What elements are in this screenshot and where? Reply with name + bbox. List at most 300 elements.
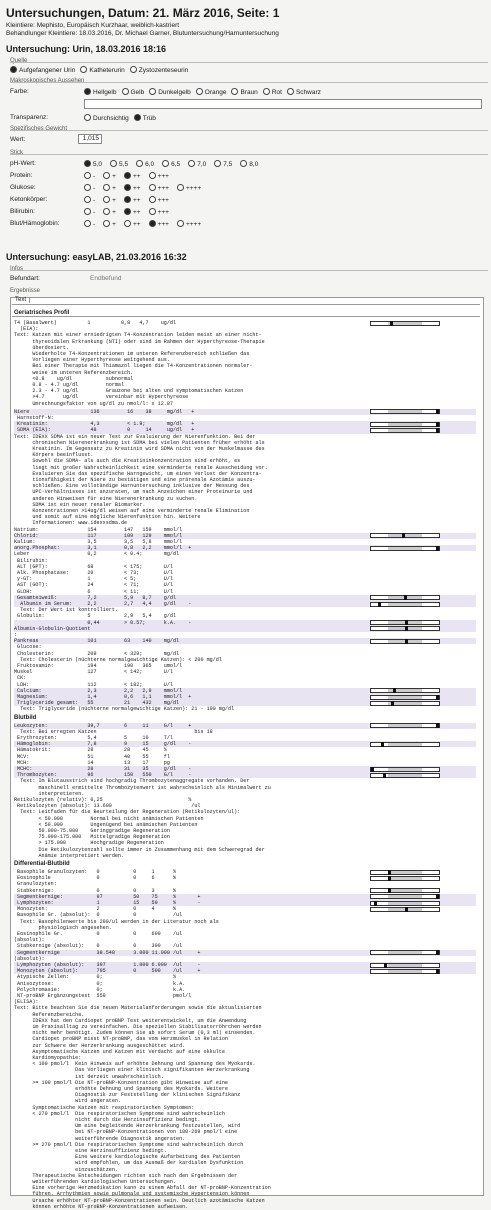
stick-option[interactable]: [149, 184, 169, 192]
radio-button[interactable]: [188, 160, 195, 167]
reference-bar: [370, 767, 440, 772]
stick-option[interactable]: [84, 196, 95, 204]
stick-option[interactable]: [214, 160, 232, 168]
sdma-note: Kreatinin. Im Gegensatz zu Kreatinin wird SDMA nicht von der Muskelmasse des: [14, 446, 265, 452]
chemistry-row: Chlorid: 117 109 129 mmol/l: [14, 533, 476, 539]
stick-row-label: Protein:: [10, 172, 33, 179]
farbe-option[interactable]: [84, 88, 117, 96]
stick-option[interactable]: [149, 208, 169, 216]
quelle-group-title: Quelle: [10, 58, 28, 64]
stick-row-label: Blut/Hämoglobin:: [10, 220, 60, 227]
stick-option[interactable]: [103, 172, 116, 180]
radio-button[interactable]: [103, 196, 110, 203]
divider: [10, 270, 488, 271]
chemistry-row: Cholesterin: 209 < 329; mg/dl: [14, 650, 180, 657]
reference-bar: [370, 969, 440, 974]
quelle-option[interactable]: [130, 66, 189, 74]
divider: [10, 130, 488, 131]
value-marker: [381, 742, 384, 747]
value-marker: [384, 963, 387, 968]
stick-option-label: ++: [132, 221, 141, 228]
diff-row: Stabkernige: 0 0 3 %: [14, 887, 177, 894]
sdma-note: liegt mit großer Wahrscheinlichkeit eine verminderte renale Ausscheidung vor.: [14, 464, 268, 471]
befundart-label: Befundart:: [10, 275, 40, 282]
diff-row: Eosinophile 0 0 6 %: [14, 875, 177, 882]
blutbild-row: Text: Im Blutausstrich sind hochgradig Thrombozytenaggregate vorhanden. Der: [14, 778, 250, 785]
farbe-option-label: Orange: [204, 89, 227, 96]
value-marker: [405, 626, 408, 631]
value-marker: [388, 870, 391, 875]
value-marker: [378, 602, 381, 607]
value-marker: [388, 888, 391, 893]
radio-button[interactable]: [84, 208, 91, 215]
stick-option[interactable]: [84, 184, 95, 192]
radio-button[interactable]: [149, 208, 156, 215]
chemistry-row: GLDH: 6 < 11; U/l: [14, 588, 173, 595]
stick-option[interactable]: [162, 160, 180, 168]
bnp-note: >= 100 pmol/l Die NT-proBNP-Konzentration gibt Hinweise auf eine: [14, 1079, 228, 1086]
farbe-option-label: Hellgelb: [93, 89, 117, 96]
bnp-note: Therapeutische Entscheidungen richten sich nach den Ergebnissen der: [14, 1172, 238, 1179]
bnp-note: einzuschätzen.: [14, 1166, 118, 1173]
stick-option-label: +++: [157, 185, 169, 192]
diff-row: Segmentkernige: 97 50 75 % +: [14, 894, 476, 900]
stick-option-label: ++: [132, 173, 141, 180]
value-marker: [393, 688, 396, 693]
quelle-radio-group: [10, 66, 193, 74]
t4-note: >4.7 ug/dl vereinbar mit Hyperthyreose: [14, 394, 189, 401]
sdma-note: anderen Hinweisen für eine Nierenerkrankung zu suchen.: [14, 495, 198, 502]
radio-button[interactable]: [80, 66, 87, 73]
chemistry-row: y-GT: 1 < 5; U/l: [14, 576, 173, 583]
divider: [12, 304, 480, 305]
diff-row: physiologisch angesehen.: [14, 924, 112, 931]
transparenz-option-label: Durchsichtig: [93, 115, 129, 122]
radio-button[interactable]: [84, 88, 91, 95]
value-marker: [436, 723, 439, 728]
bnp-note: Um eine begleitende Herzerkrankung festzustellen, wird: [14, 1123, 241, 1130]
ergebnisse-group-title: Ergebnisse: [10, 288, 41, 294]
reference-bar: [370, 701, 440, 706]
reference-bar: [370, 876, 440, 881]
reference-range: [388, 724, 422, 727]
stick-row-label: Ketonkörper:: [10, 196, 48, 203]
chemistry-row: CK:: [14, 675, 27, 682]
stick-option[interactable]: [84, 208, 95, 216]
chemistry-row: anorg.Phosphat: 3,1 0,8 2,2 mmol/l +: [14, 545, 476, 551]
radio-button[interactable]: [149, 196, 156, 203]
chemistry-row: Magnesium: 1,4 0,6 1,1 mmol/l +: [14, 694, 476, 700]
stick-option[interactable]: [84, 220, 95, 228]
reference-range: [388, 902, 422, 905]
stick-option-label: +++: [157, 221, 169, 228]
radio-button[interactable]: [149, 220, 156, 227]
gewicht-value-field[interactable]: 1,015: [78, 134, 102, 144]
urine-heading: Untersuchung: Urin, 18.03.2016 18:16: [6, 44, 167, 54]
chemistry-row: Natrium: 154 147 159 mmol/l: [14, 526, 183, 533]
reference-range: [388, 423, 422, 426]
radio-button[interactable]: [136, 160, 143, 167]
transparenz-option[interactable]: [134, 114, 156, 122]
stick-option-label: +: [112, 173, 116, 180]
report-line: (EIA):: [14, 326, 39, 333]
diff-row: Basophile Gr. (absolut): 0 0 /ul: [14, 912, 183, 919]
infos-group-title: Infos: [10, 266, 24, 272]
radio-button[interactable]: [84, 220, 91, 227]
stick-option[interactable]: [84, 172, 95, 180]
reference-bar: [370, 688, 440, 693]
vets-line: Behandlunger Kleintiere: 18.03.2016, Dr. Michael Garner, Blutuntersuchung/Harnuntersuchung: [6, 30, 279, 37]
stick-option[interactable]: [124, 184, 141, 192]
bnp-note: wird angeraten.: [14, 1098, 121, 1105]
farbe-option[interactable]: [122, 88, 145, 96]
reference-range: [388, 410, 422, 413]
value-marker: [374, 901, 377, 906]
reference-range: [388, 768, 422, 771]
stick-option-label: -: [93, 185, 96, 192]
stick-option-label: +: [112, 221, 116, 228]
stick-option-label: 6,5: [171, 161, 181, 168]
reference-range: [388, 743, 422, 746]
stick-option[interactable]: [124, 196, 141, 204]
farbe-text-field[interactable]: [84, 99, 482, 109]
reference-range: [388, 534, 422, 537]
stick-option-label: -: [93, 209, 96, 216]
radio-button[interactable]: [110, 160, 117, 167]
radio-button[interactable]: [231, 88, 238, 95]
bnp-note: im Praxisalltag zu vereinfachen. Die speziellen Stabilisatorröhrchen werden: [14, 1024, 262, 1030]
radio-button[interactable]: [84, 160, 91, 167]
stick-option[interactable]: [177, 184, 201, 192]
value-marker: [404, 595, 407, 600]
wert-label: Wert:: [10, 136, 26, 143]
radio-button[interactable]: [177, 220, 184, 227]
stick-option[interactable]: [149, 196, 169, 204]
diff-row: Text: Basophilenwerte bis 200/ul werden in der Literatur noch als: [14, 918, 219, 925]
bnp-note: eine Herzinsuffizienz bedingt.: [14, 1148, 167, 1154]
bnp-note: Eine weitere kardiologische Aufarbeitung des Patienten: [14, 1154, 241, 1161]
blutbild-row: 50.000-75.000 Geringgradige Regeneration: [14, 828, 170, 834]
sdma-note: chronischen Nierenerkrankung ist SDMA bei vielen Patienten früher erhöht als: [14, 439, 265, 446]
radio-button[interactable]: [124, 196, 131, 203]
bnp-note: Eine vorherige Herzmedikation kann zu einem Abfall der NT-proBNP-Konzentration: [14, 1185, 271, 1192]
t4-note: <0.8 ug/dl subnormal: [14, 375, 134, 382]
blutbild-row: < 50.000 Ungenügend bei anämischen Patienten: [14, 821, 198, 828]
bnp-note: >= 270 pmol/l Die respiratorischen Symptome sind wahrscheinlich durch: [14, 1141, 244, 1148]
chemistry-row: Leber 0,2 < 0.4; mg/dl: [14, 551, 180, 558]
radio-button[interactable]: [10, 66, 17, 73]
bnp-note: < 270 pmol/l Die respiratorischen Symptome sind wahrscheinlich: [14, 1110, 225, 1117]
reference-range: [388, 774, 422, 777]
radio-button[interactable]: [84, 172, 91, 179]
stick-option[interactable]: [124, 208, 141, 216]
chemistry-row: Text: Triglyceride (nüchterne normalgewichtige Katzen): 21 - 100 mg/dl: [14, 706, 235, 713]
radio-button[interactable]: [84, 114, 91, 121]
t4-note: thyreoidalen Erkrankung (NTI) oder sind im Rahmen der Hyperthyreose-Therapie: [14, 338, 265, 345]
bnp-note: Asymptomatische Katzen und Katzen mit Verdacht auf eine okkulte: [14, 1048, 225, 1055]
stick-group-title: Stick: [10, 150, 24, 156]
stick-option-label: 8,0: [249, 161, 259, 168]
diff-row: Monozyten: 2 0 4 %: [14, 906, 177, 913]
diff-row: Polychromasie: 0; k.A.: [14, 986, 186, 993]
blutbild-row: MCH: 14 13 17 pg: [14, 759, 170, 766]
reference-bar: [370, 888, 440, 893]
sdma-note: Sowohl die SDMA- als auch die Kreatininkonzentration sind erhöht, es: [14, 458, 241, 465]
reference-range: [388, 696, 422, 699]
sdma-note: tionsfähigkeit der Niere zu bestätigen und eine prärenale Azotämie auszu-: [14, 477, 256, 483]
quelle-option[interactable]: [80, 66, 124, 74]
farbe-option-label: Braun: [240, 89, 258, 96]
reference-bar: [370, 723, 440, 728]
chemistry-row: Glucose:: [14, 644, 42, 651]
radio-button[interactable]: [124, 184, 131, 191]
bnp-note: IDEXX hat den Cardiopet proBNP Test weiterentwickelt, um die Anwendung: [14, 1017, 247, 1024]
sdma-note: Körpers beeinflusst.: [14, 452, 94, 459]
sdma-note: UPC-Verhältnisses ist anzuraten, um nach Anzeichen einer Proteinurie und: [14, 489, 253, 496]
stick-row-options: [84, 220, 209, 228]
radio-button[interactable]: [134, 114, 141, 121]
chemistry-row: LDH: 112 < 182; U/l: [14, 681, 173, 688]
transparenz-option[interactable]: [84, 114, 129, 122]
bnp-note: Text: Bitte beachten Sie die neuen Materialanforderungen sowie die aktualisierten: [14, 1005, 262, 1012]
bnp-note: Ursache erhöhter NT-proBNP-Konzentrationen sein. Deutlich azotämische Katzen: [14, 1197, 265, 1204]
transparenz-label: Transparenz:: [10, 114, 49, 121]
makro-group-title: Makroskopisches Aussehen: [10, 78, 85, 84]
gewicht-group-title: Spezifisches Gewicht: [10, 126, 68, 132]
t4-note: 0.8 - 4.7 ug/dl normal: [14, 382, 125, 388]
reference-range: [388, 547, 422, 550]
befundart-value: Endbefund: [90, 275, 122, 282]
blutbild-row: 75.000-175.000 Mittelgradige Regeneration: [14, 834, 170, 841]
radio-button[interactable]: [149, 184, 156, 191]
value-marker: [405, 620, 408, 625]
radio-button[interactable]: [240, 160, 247, 167]
diff-row: NT-proBNP Ergänzungstest 559 pmol/l: [14, 993, 192, 999]
radio-button[interactable]: [103, 172, 110, 179]
stick-option[interactable]: [136, 160, 154, 168]
stick-option[interactable]: [240, 160, 258, 168]
bnp-note: nicht durch die Herzinsuffizienz bedingt.: [14, 1117, 201, 1123]
value-marker: [436, 950, 439, 955]
bnp-note: erhöhte Dehnung und Spannung des Myokards. Weitere: [14, 1086, 228, 1092]
radio-button[interactable]: [103, 220, 110, 227]
stick-option-label: +++: [157, 209, 169, 216]
reference-bar: [370, 870, 440, 875]
value-marker: [436, 422, 439, 427]
value-marker: [436, 894, 439, 899]
stick-option[interactable]: [188, 160, 206, 168]
radio-button[interactable]: [84, 196, 91, 203]
blutbild-row: maschinell ermittelte Thrombozytenwert ist wahrscheinlich als Minimalwert zu: [14, 784, 271, 791]
bnp-note: Das Vorliegen einer klinisch signifikanten Herzerkrankung: [14, 1067, 250, 1074]
value-marker: [436, 409, 439, 414]
value-marker: [405, 639, 408, 644]
stick-option[interactable]: [124, 220, 141, 228]
radio-button[interactable]: [177, 184, 184, 191]
diff-row: Lymphozyten: 1 15 50 % -: [14, 900, 476, 906]
farbe-label: Farbe:: [10, 88, 29, 95]
reference-bar: [370, 773, 440, 778]
chemistry-row: Calcium: 2,3 2,2 2,9 mmol/l: [14, 688, 476, 694]
bnp-note: nicht mehr benötigt. Zudem können Sie ab sofort Serum (0,3 ml) einsenden.: [14, 1030, 256, 1037]
stick-row-options: [84, 196, 177, 204]
reference-range: [388, 970, 422, 973]
diff-row: Stabkernige (absolut): 0 0 300 /ul: [14, 943, 183, 950]
blutbild-row: Die Retikulozytenzahl sollte immer in Zusammenhang mit dem Schweregrad der: [14, 846, 265, 853]
geriatrisch-title: Geriatrisches Profil: [14, 310, 70, 316]
blutbild-row: Retikulozyten (relativ): 0,25 %: [14, 797, 192, 803]
diff-row: Granulozyten:: [14, 881, 57, 888]
radio-button[interactable]: [122, 88, 129, 95]
stick-option[interactable]: [103, 196, 116, 204]
sdma-note: schließen. Eine vollständige Harnuntersuchung inklusive der Messung des: [14, 483, 250, 490]
radio-button[interactable]: [214, 160, 221, 167]
chemistry-row: Text: Der Wert ist kontrolliert.: [14, 607, 118, 614]
diff-row: Lymphozyten (absolut): 397 1.000 6.000 /ul -: [14, 962, 476, 968]
blutbild-row: Text: Bei erregten Katzen bis 18: [14, 728, 213, 735]
diff-row: Eosinophile Gr. 0 0 600 /ul: [14, 931, 183, 937]
blutbild-row: interpretieren.: [14, 790, 85, 797]
blutbild-row: Hämatokrit: 28 28 45 %: [14, 747, 167, 754]
diff-row: Basophile Granulozyten: 0 0 1 %: [14, 869, 177, 875]
quelle-option-label: Zystozenteseurin: [138, 67, 189, 74]
reference-bar: [370, 695, 440, 700]
reference-bar: [370, 546, 440, 551]
blutbild-row: MCHC: 28 31 35 g/dl -: [14, 766, 476, 772]
radio-button[interactable]: [103, 184, 110, 191]
diff-row: (ELISA):: [14, 999, 39, 1006]
value-marker: [436, 428, 439, 433]
quelle-option[interactable]: [10, 66, 75, 74]
radio-button[interactable]: [196, 88, 203, 95]
diff-row: Monozyten (absolut): 795 0 500 /ul +: [14, 968, 476, 974]
stick-option-label: 5,5: [119, 161, 129, 168]
sdma-note: Text: IDEXX SDMA ist ein neuer Test zur Evaluierung der Nierenfunktion. Bei der: [14, 433, 256, 440]
bnp-note: ist derzeit unwahrscheinlich.: [14, 1073, 164, 1080]
tab-text[interactable]: Text: [12, 297, 30, 303]
stick-option-label: ++++: [185, 185, 202, 192]
reference-range: [388, 603, 422, 606]
stick-option-label: +++: [157, 197, 169, 204]
stick-row-label: Glukose:: [10, 184, 36, 191]
stick-option-label: 5,0: [93, 161, 103, 168]
stick-option-label: +: [112, 197, 116, 204]
stick-option[interactable]: [149, 172, 169, 180]
stick-option[interactable]: [177, 220, 201, 228]
t4-note: überdosiert.: [14, 344, 70, 351]
chemistry-row: 0,44 > 0.57; k.A. -: [14, 620, 476, 626]
chemistry-row: Albumin-Globulin-Quotient: [14, 626, 476, 632]
reference-range: [388, 951, 422, 954]
t4-note: 2.3 - 4.7 ug/dl Grauzone bei alten und symptomatischen Katzen: [14, 388, 244, 395]
niere-row: SDMA (EIA): 48 0 14 ug/dl +: [14, 427, 476, 433]
blutbild-row: Leukozyten: 39,7 6 11 G/l +: [14, 723, 476, 729]
radio-button[interactable]: [103, 208, 110, 215]
farbe-option-label: Dunkelgelb: [158, 89, 191, 96]
stick-option[interactable]: [103, 208, 116, 216]
stick-option[interactable]: [103, 184, 116, 192]
transparenz-option-label: Trüb: [142, 115, 156, 122]
stick-row-options: [84, 160, 266, 168]
farbe-option-label: Gelb: [130, 89, 145, 96]
sdma-note: und somit auf eine mögliche Nierenfunktion hin. Weitere: [14, 514, 201, 521]
radio-button[interactable]: [124, 220, 131, 227]
chemistry-row: Triglyceride gesamt: 55 21 432 mg/dl: [14, 700, 476, 706]
stick-option-label: -: [93, 221, 96, 228]
value-marker: [436, 695, 439, 700]
value-marker: [436, 546, 439, 551]
radio-button[interactable]: [263, 88, 270, 95]
radio-button[interactable]: [162, 160, 169, 167]
diff-row: (absolut):: [14, 955, 45, 962]
divider: [12, 316, 480, 317]
bnp-note: Kardiomyopathie:: [14, 1055, 82, 1061]
value-marker: [405, 907, 408, 912]
blutbild-row: < 50.000 Normal bei nicht anämischen Patienten: [14, 815, 204, 822]
farbe-option[interactable]: [263, 88, 282, 96]
value-marker: [391, 701, 394, 706]
reference-bar: [370, 950, 440, 955]
value-marker: [436, 969, 439, 974]
stick-option[interactable]: [124, 172, 141, 180]
t4-note: Text: Katzen mit einer erniedrigten T4-Konzentration leiden meist an einer nicht-: [14, 332, 262, 339]
radio-button[interactable]: [287, 88, 294, 95]
farbe-option[interactable]: [287, 88, 321, 96]
reference-bar: [370, 533, 440, 538]
stick-option-label: ++: [132, 209, 141, 216]
reference-bar: [370, 595, 440, 600]
reference-range: [388, 877, 422, 880]
blutbild-row: MCV: 51 40 55 fl: [14, 753, 170, 760]
radio-button[interactable]: [149, 88, 156, 95]
stick-row-options: [84, 184, 209, 192]
stick-option[interactable]: [84, 160, 102, 168]
stick-option-label: 7,0: [197, 161, 207, 168]
reference-range: [388, 429, 422, 432]
divider: [10, 82, 488, 83]
bnp-note: weiterführende Diagnostik angeraten.: [14, 1135, 186, 1142]
reference-bar: [370, 428, 440, 433]
radio-button[interactable]: [124, 172, 131, 179]
transparenz-radio-group: [84, 114, 161, 122]
farbe-option[interactable]: [196, 88, 227, 96]
reference-bar: [370, 907, 440, 912]
chemistry-row: ALT (GPT): 68 < 175; U/l: [14, 563, 173, 570]
radio-button[interactable]: [84, 184, 91, 191]
farbe-option[interactable]: [231, 88, 257, 96]
sdma-note: SDMA ist ein neuer renaler Biomarker.: [14, 501, 146, 508]
stick-option-label: -: [93, 173, 96, 180]
stick-option-label: +++: [157, 173, 169, 180]
chemistry-row: AST (GOT): 24 < 71; U/l: [14, 582, 173, 589]
farbe-option[interactable]: [149, 88, 191, 96]
radio-button[interactable]: [130, 66, 137, 73]
stick-option[interactable]: [110, 160, 128, 168]
farbe-option-label: Schwarz: [295, 89, 321, 96]
page-title: Untersuchungen, Datum: 21. März 2016, Seite: 1: [6, 6, 280, 20]
stick-option[interactable]: [149, 220, 169, 228]
divider: [10, 154, 488, 155]
chemistry-row: Alk. Phosphatase: 20 < 73; U/l: [14, 570, 173, 576]
stick-option[interactable]: [103, 220, 116, 228]
radio-button[interactable]: [149, 172, 156, 179]
diff-row: Segmentkernige 38.548 3.000 11.000 /ul +: [14, 950, 476, 956]
radio-button[interactable]: [124, 208, 131, 215]
blutbild-row: > 175.000 Hochgradige Regeneration: [14, 840, 164, 847]
reference-range: [388, 889, 422, 892]
bnp-note: führen. Arrhythmien sowie pulmonale und systemische Hypertension können: [14, 1191, 250, 1198]
bnp-note: < 100 pmol/l Kein Hinweis auf erhöhte Dehnung und Spannung des Myokards.: [14, 1061, 256, 1068]
